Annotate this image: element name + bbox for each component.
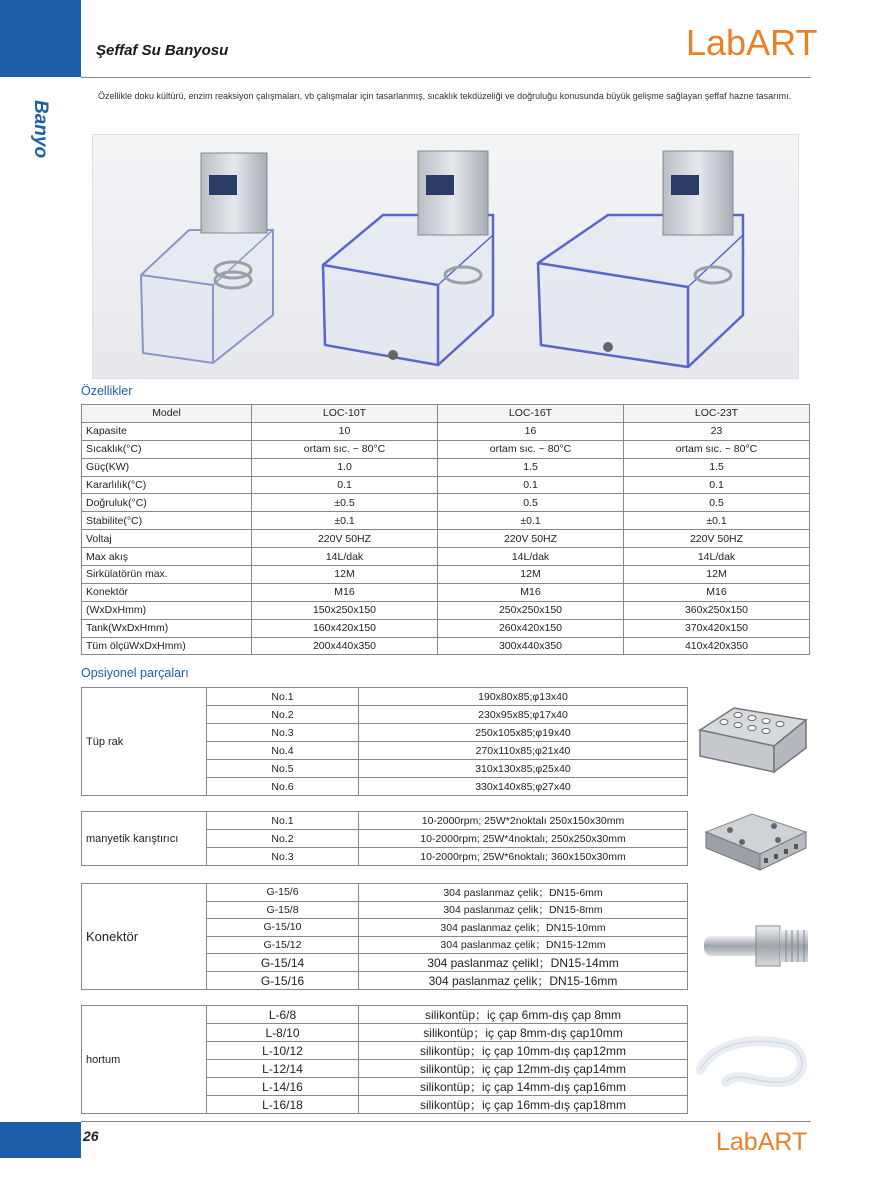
cell: 250x105x85;φ19x40 (359, 724, 688, 742)
options-table-tube-rack (81, 687, 688, 796)
cell: No.2 (207, 830, 359, 848)
table-row (82, 812, 688, 830)
features-heading: Özellikler (81, 384, 133, 398)
cell: 260x420x150 (438, 619, 624, 637)
options-table-connector (81, 883, 688, 990)
cell: ortam sıc. ~ 80°C (438, 440, 624, 458)
table-row (82, 530, 810, 548)
cell: silikontüp；iç çap 16mm-dış çap18mm (359, 1096, 688, 1114)
cell: L-14/16 (207, 1078, 359, 1096)
cell: 1.5 (624, 458, 810, 476)
cell: 16 (438, 422, 624, 440)
product-photo (92, 134, 799, 379)
cell: 12M (252, 566, 438, 584)
cell: No.1 (207, 688, 359, 706)
cell: 304 paslanmaz çelik；DN15-12mm (359, 936, 688, 954)
cell: L-8/10 (207, 1024, 359, 1042)
row-label: Voltaj (82, 530, 252, 548)
brand-logo-footer (716, 1128, 807, 1157)
table-row (82, 458, 810, 476)
cell: ortam sıc. ~ 80°C (624, 440, 810, 458)
cell: 200x440x350 (252, 637, 438, 655)
cell: G-15/14 (207, 954, 359, 972)
cell: 12M (624, 566, 810, 584)
cell: silikontüp；iç çap 8mm-dış çap10mm (359, 1024, 688, 1042)
cell: 10-2000rpm; 25W*4noktalı; 250x250x30mm (359, 830, 688, 848)
cell: 14L/dak (624, 548, 810, 566)
table-row (82, 440, 810, 458)
row-label: Stabilite(°C) (82, 512, 252, 530)
cell: 150x250x150 (252, 601, 438, 619)
column-header: LOC-16T (438, 405, 624, 423)
table-header-row (82, 405, 810, 423)
brand-logo (686, 22, 817, 64)
row-label: Sirkülatörün max. (82, 566, 252, 584)
cell: 300x440x350 (438, 637, 624, 655)
cell: No.2 (207, 706, 359, 724)
cell: No.3 (207, 724, 359, 742)
connector-image (700, 918, 812, 974)
table-row (82, 566, 810, 584)
cell: 220V 50HZ (438, 530, 624, 548)
cell: 0.1 (252, 476, 438, 494)
cell: 360x250x150 (624, 601, 810, 619)
cell: 230x95x85;φ17x40 (359, 706, 688, 724)
cell: 310x130x85;φ25x40 (359, 760, 688, 778)
cell: No.6 (207, 778, 359, 796)
bath-loc-10t (141, 153, 273, 363)
cell: 410x420x350 (624, 637, 810, 655)
group-label: manyetik karıştırıcı (82, 812, 207, 866)
cell: 10-2000rpm; 25W*2noktalı 250x150x30mm (359, 812, 688, 830)
logo-art-text: ART (757, 1128, 808, 1156)
table-row (82, 583, 810, 601)
page-title: Şeffaf Su Banyosu (96, 42, 229, 59)
bath-loc-23t (538, 151, 743, 367)
table-row (82, 422, 810, 440)
cell: silikontüp；iç çap 12mm-dış çap14mm (359, 1060, 688, 1078)
row-label: Kapasite (82, 422, 252, 440)
cell: 1.5 (438, 458, 624, 476)
row-label: Tüm ölçüWxDxHmm) (82, 637, 252, 655)
cell: ±0.1 (438, 512, 624, 530)
cell: 0.5 (438, 494, 624, 512)
magnetic-stirrer-image (702, 810, 810, 876)
table-row (82, 512, 810, 530)
cell: 220V 50HZ (624, 530, 810, 548)
cell: G-15/6 (207, 884, 359, 902)
cell: 370x420x150 (624, 619, 810, 637)
cell: 250x250x150 (438, 601, 624, 619)
cell: L-6/8 (207, 1006, 359, 1024)
footer-divider (81, 1121, 811, 1122)
cell: 270x110x85;φ21x40 (359, 742, 688, 760)
cell: 10-2000rpm; 25W*6noktalı; 360x150x30mm (359, 848, 688, 866)
cell: G-15/8 (207, 901, 359, 919)
cell: G-15/10 (207, 919, 359, 937)
row-label: Kararlılık(°C) (82, 476, 252, 494)
cell: G-15/12 (207, 936, 359, 954)
page-number: 26 (83, 1128, 99, 1144)
cell: 304 paslanmaz çelik；DN15-10mm (359, 919, 688, 937)
table-row (82, 619, 810, 637)
table-row (82, 494, 810, 512)
table-row (82, 884, 688, 902)
row-label: Konektör (82, 583, 252, 601)
column-header: Model (82, 405, 252, 423)
column-header: LOC-10T (252, 405, 438, 423)
cell: No.5 (207, 760, 359, 778)
table-row (82, 637, 810, 655)
cell: 304 paslanmaz çelik；DN15-16mm (359, 972, 688, 990)
table-row (82, 548, 810, 566)
water-bath-illustration (93, 135, 798, 378)
cell: 330x140x85;φ27x40 (359, 778, 688, 796)
cell: 14L/dak (252, 548, 438, 566)
cell: ±0.1 (624, 512, 810, 530)
cell: M16 (438, 583, 624, 601)
section-side-label: Banyo (30, 100, 51, 159)
table-row (82, 601, 810, 619)
options-heading: Opsiyonel parçaları (81, 666, 189, 680)
cell: ±0.1 (252, 512, 438, 530)
cell: 304 paslanmaz çelik；DN15-6mm (359, 884, 688, 902)
cell: 160x420x150 (252, 619, 438, 637)
cell: G-15/16 (207, 972, 359, 990)
bath-loc-16t (323, 151, 493, 365)
cell: L-16/18 (207, 1096, 359, 1114)
silicone-hose-image (696, 1030, 812, 1096)
logo-lab-text: Lab (686, 22, 747, 63)
cell: 12M (438, 566, 624, 584)
group-label: hortum (82, 1006, 207, 1114)
features-table (81, 404, 810, 655)
row-label: Güç(KW) (82, 458, 252, 476)
column-header: LOC-23T (624, 405, 810, 423)
header-blue-block (0, 0, 81, 77)
table-row (82, 476, 810, 494)
cell: 304 paslanmaz çelikl；DN15-14mm (359, 954, 688, 972)
table-row (82, 688, 688, 706)
cell: 190x80x85;φ13x40 (359, 688, 688, 706)
cell: M16 (252, 583, 438, 601)
cell: 1.0 (252, 458, 438, 476)
row-label: Doğruluk(°C) (82, 494, 252, 512)
cell: M16 (624, 583, 810, 601)
table-row (82, 1006, 688, 1024)
cell: 23 (624, 422, 810, 440)
row-label: Tank(WxDxHmm) (82, 619, 252, 637)
cell: No.4 (207, 742, 359, 760)
cell: No.1 (207, 812, 359, 830)
cell: silikontüp；iç çap 6mm-dış çap 8mm (359, 1006, 688, 1024)
row-label: Sıcaklık(°C) (82, 440, 252, 458)
tube-rack-image (694, 700, 810, 780)
cell: silikontüp；iç çap 10mm-dış çap12mm (359, 1042, 688, 1060)
footer-blue-block (0, 1122, 81, 1158)
cell: 220V 50HZ (252, 530, 438, 548)
header-divider (81, 77, 811, 78)
cell: No.3 (207, 848, 359, 866)
cell: ±0.5 (252, 494, 438, 512)
logo-art-text: ART (746, 22, 818, 63)
cell: ortam sıc. ~ 80°C (252, 440, 438, 458)
logo-lab-text: Lab (716, 1128, 758, 1156)
cell: 0.1 (624, 476, 810, 494)
cell: L-12/14 (207, 1060, 359, 1078)
options-table-hose (81, 1005, 688, 1114)
cell: 10 (252, 422, 438, 440)
cell: silikontüp；iç çap 14mm-dış çap16mm (359, 1078, 688, 1096)
cell: 304 paslanmaz çelik；DN15-8mm (359, 901, 688, 919)
intro-text: Özellikle doku kültürü, enzim reaksiyon çalışmaları, vb çalışmalar için tasarlanmış, sıcaklık tekdüzeliği ve doğruluğu konusunda büyük gelişme sağlayan şeffaf hazne tasarımı. (98, 91, 792, 101)
group-label: Tüp rak (82, 688, 207, 796)
group-label: Konektör (82, 884, 207, 990)
options-table-magnetic-stirrer (81, 811, 688, 866)
cell: 0.1 (438, 476, 624, 494)
cell: 0.5 (624, 494, 810, 512)
row-label: (WxDxHmm) (82, 601, 252, 619)
cell: 14L/dak (438, 548, 624, 566)
row-label: Max akış (82, 548, 252, 566)
cell: L-10/12 (207, 1042, 359, 1060)
